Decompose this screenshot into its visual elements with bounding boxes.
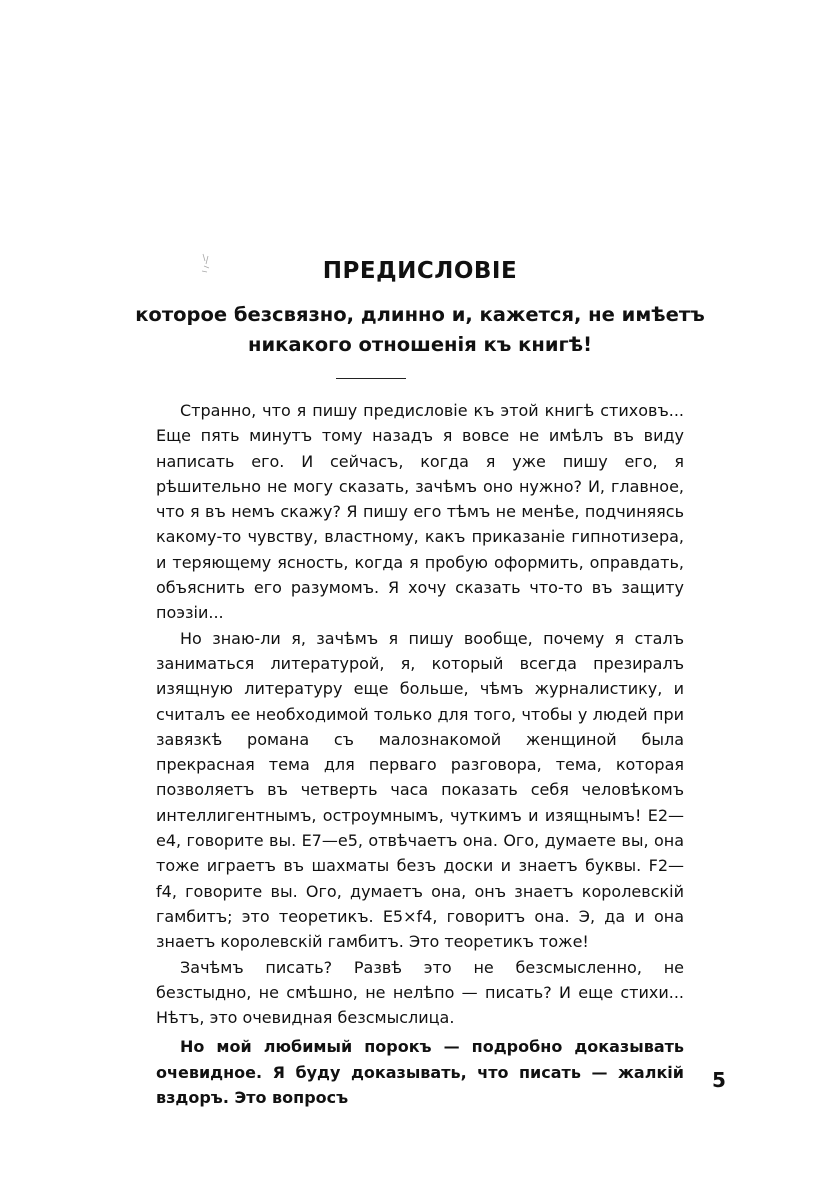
page-number: 5: [712, 1068, 726, 1092]
page-title: ПРЕДИСЛОВІЕ: [322, 258, 518, 284]
section-divider: [336, 378, 406, 379]
paragraph-3: Зачѣмъ писать? Развѣ это не безсмысленно, не безстыдно, не смѣшно, не нелѣпо — писать? И еще стихи... Нѣтъ, это очевидная безсмыслица.: [156, 957, 684, 1028]
paragraph-2: Но знаю-ли я, зачѣмъ я пишу вообще, почему я сталъ заниматься литературой, я, который всегда презиралъ изящную литературу еще больше, чѣмъ журналистику, и считалъ ее необходимой только для того, чтобы у людей при завязкѣ романа съ малознакомой женщиной была прекрасная тема для перваго разговора, тема, которая позволяетъ въ четверть часа показать себя человѣкомъ интеллигентнымъ, остроумнымъ, чуткимъ и изящнымъ! E2—e4, говорите вы. E7—e5, отвѣчаетъ она. Ого, думаете вы, она тоже играетъ въ шахматы безъ доски и знаетъ буквы. F2—f4, говорите вы. Ого, думаетъ она, онъ знаетъ королевскій гамбитъ; это теоретикъ. E5×f4, говоритъ она. Э, да и она знаетъ королевскій гамбитъ. Это теоретикъ тоже!: [156, 628, 684, 952]
paragraph-1: Странно, что я пишу предисловіе къ этой книгѣ стиховъ... Еще пять минутъ тому назадъ я вовсе не имѣлъ въ виду написать его. И сейчасъ, когда я уже пишу его, я рѣшительно не могу сказать, зачѣмъ оно нужно? И, главное, что я въ немъ скажу? Я пишу его тѣмъ не менѣе, подчиняясь какому-то чувству, властному, какъ приказаніе гипнотизера, и теряющему ясность, когда я пробую оформить, оправдать, объяснить его разумомъ. Я хочу сказать что-то въ защиту поэзіи...: [156, 401, 684, 623]
body-text: [156, 398, 684, 1110]
page-subtitle: которое безсвязно, длинно и, кажется, не имѣетъ никакого отношенія къ книгѣ!: [135, 303, 705, 356]
paragraph-4-bold: Но мой любимый порокъ — подробно доказывать очевидное. Я буду доказывать, что писать — жалкій вздоръ. Это вопросъ: [156, 1037, 684, 1108]
